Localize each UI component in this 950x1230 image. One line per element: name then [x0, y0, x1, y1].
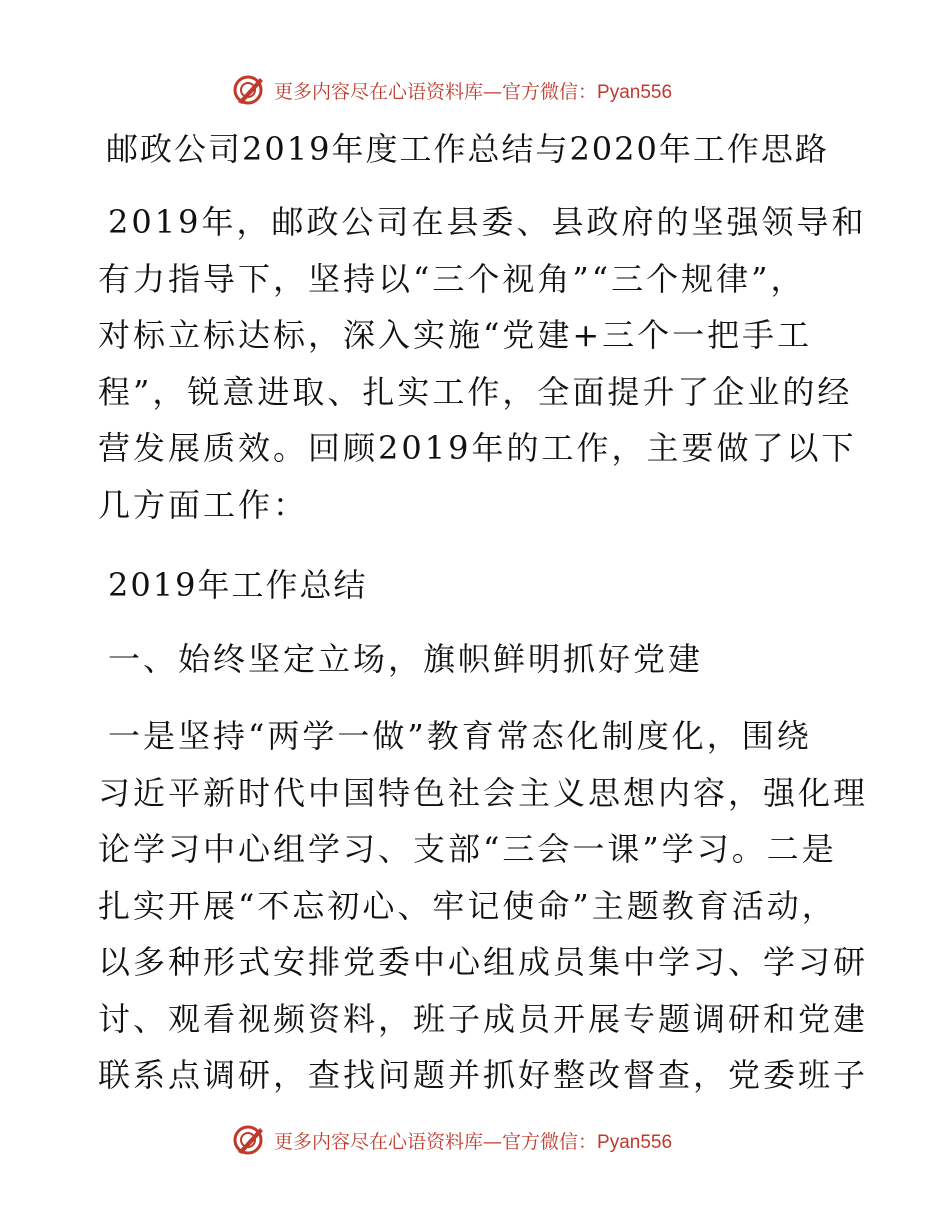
- subsection-heading: 一、始终坚定立场，旗帜鲜明抓好党建: [108, 640, 704, 678]
- paragraph-line: 习近平新时代中国特色社会主义思想内容，强化理: [98, 773, 869, 812]
- watermark-text: 更多内容尽在心语资料库—官方微信：Pyan556: [274, 80, 673, 103]
- paragraph-line: 扎实开展“不忘初心、牢记使命”主题教育活动，: [98, 886, 837, 925]
- document-title: 邮政公司2019年度工作总结与2020年工作思路: [106, 130, 829, 168]
- watermark-handle: Pyan556: [597, 1131, 673, 1153]
- paragraph-line: 有力指导下，坚持以“三个视角”“三个规律”，: [98, 259, 806, 298]
- section-heading: 2019年工作总结: [108, 566, 368, 604]
- paragraph-line: 营发展质效。回顾2019年的工作，主要做了以下: [98, 429, 857, 467]
- watermark-footer: [232, 1122, 672, 1158]
- paragraph-line: 几方面工作：: [98, 485, 309, 524]
- paragraph-line: 联系点调研，查找问题并抓好整改督查，党委班子: [98, 1056, 869, 1094]
- paragraph-line: 以多种形式安排党委中心组成员集中学习、学习研: [98, 943, 869, 981]
- brush-logo-icon: [232, 1122, 268, 1158]
- paragraph-line: 论学习中心组学习、支部“三会一课”学习。二是: [98, 830, 837, 868]
- watermark-text: 更多内容尽在心语资料库—官方微信：Pyan556: [274, 1130, 673, 1153]
- paragraph-line: 讨、观看视频资料，班子成员开展专题调研和党建: [98, 999, 869, 1038]
- paragraph-line: 2019年，邮政公司在县委、县政府的坚强领导和: [108, 203, 867, 241]
- body-paragraph: [98, 708, 869, 1104]
- brush-logo-icon: [232, 72, 268, 108]
- watermark-header: [232, 72, 672, 108]
- paragraph-line: 程”，锐意进取、扎实工作，全面提升了企业的经: [98, 372, 853, 411]
- watermark-handle: Pyan556: [597, 81, 673, 103]
- paragraph-line: 一是坚持“两学一做”教育常态化制度化，围绕: [108, 717, 812, 755]
- paragraph-line: 对标立标达标，深入实施“党建+三个一把手工: [98, 316, 813, 354]
- intro-paragraph: [98, 194, 867, 533]
